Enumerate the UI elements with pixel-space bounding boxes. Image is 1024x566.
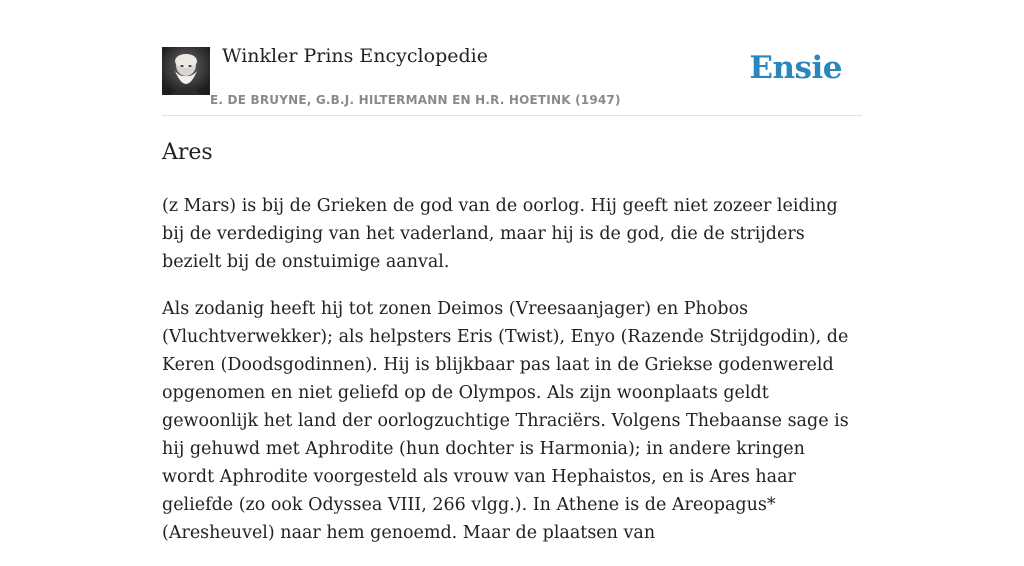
entry-title: Ares <box>162 140 213 165</box>
publication-authors: E. DE BRUYNE, G.B.J. HILTERMANN EN H.R. HOETINK (1947) <box>210 93 621 107</box>
publication-title[interactable]: Winkler Prins Encyclopedie <box>222 45 488 67</box>
author-avatar[interactable] <box>162 47 210 95</box>
site-header <box>162 0 862 116</box>
entry-paragraph: (z Mars) is bij de Grieken de god van de oorlog. Hij geeft niet zozeer leiding bij de verdediging van het vaderland, maar hij is de god, die de strijders bezielt bij de onstuimige aanval. <box>162 196 838 272</box>
author-portrait-icon <box>162 47 210 95</box>
entry-paragraph: Als zodanig heeft hij tot zonen Deimos (Vreesaanjager) en Phobos (Vluchtverwekker); als helpsters Eris (Twist), Enyo (Razende Strijdgodin), de Keren (Doodsgodinnen). Hij is blijkbaar pas laat in de Griekse godenwereld opgenomen en niet geliefd op de Olympos. Als zijn woonplaats geldt gewoonlijk het land der oorlogzuchtige Thraciërs. Volgens Thebaanse sage is hij gehuwd met Aphrodite (hun dochter is Harmonia); in andere kringen wordt Aphrodite voorgesteld als vrouw van Hephaistos, en is Ares haar geliefde (zo ook Odyssea VIII, 266 vlgg.). In Athene is de Areopagus* (Aresheuvel) naar hem genoemd. Maar de plaatsen van <box>162 299 849 543</box>
content-container <box>162 0 862 543</box>
brand-logo-link[interactable]: Ensie <box>749 50 842 86</box>
entry-body <box>162 192 862 566</box>
